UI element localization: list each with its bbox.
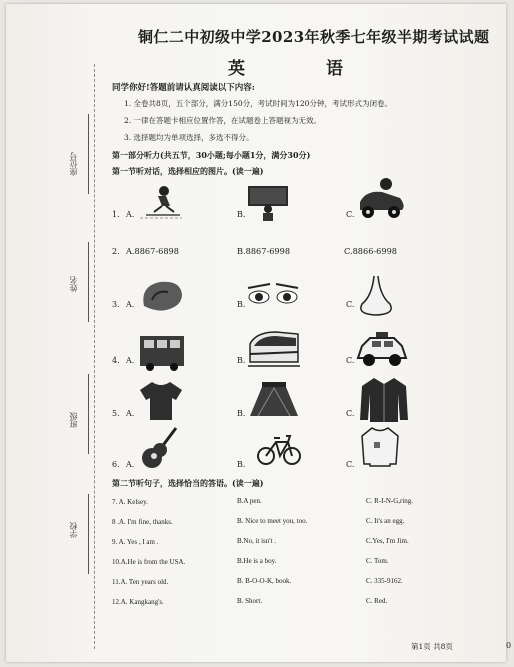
q3-number: 3.	[112, 300, 120, 309]
q5-option-b: B.	[237, 409, 246, 418]
q2-option-a: A.8867-6898	[126, 246, 179, 256]
part1-heading: 第一部分听力(共五节，30小题;每小题1分，满分30分)	[112, 150, 311, 160]
instructions-block	[112, 81, 502, 149]
q5-option-a: A.	[126, 409, 135, 418]
exam-paper	[6, 4, 512, 662]
ear-icon	[138, 278, 186, 318]
q3-option-c: C.	[346, 300, 355, 309]
exam-title: 铜仁二中初级中学2023年秋季七年级半期考试试题	[138, 28, 490, 46]
q6-option-a: A.	[126, 460, 135, 469]
q4-option-c: C.	[346, 356, 355, 365]
ice-skater-icon	[136, 184, 186, 220]
q12-option-b: B. Short.	[237, 597, 263, 605]
q5-option-c: C.	[346, 409, 355, 418]
name-rule	[88, 242, 89, 322]
q4-option-a: A.	[126, 356, 135, 365]
sweater-icon	[358, 424, 402, 468]
bus-icon	[136, 328, 188, 372]
q4-number: 4.	[112, 356, 120, 365]
teacher-blackboard-icon	[246, 184, 290, 222]
instructions-heading: 同学你好!答题前请认真阅读以下内容:	[112, 83, 255, 93]
corner-mark: 0	[506, 641, 512, 650]
q8-option-b: B. Nice to meet you, too.	[237, 517, 308, 525]
subject-char-2: 语	[326, 59, 343, 79]
q1-option-b: B.	[237, 210, 246, 219]
skirt-icon	[248, 380, 300, 420]
bike-icon	[256, 426, 302, 468]
q11-option-a: 11.A. Ten years old.	[112, 578, 169, 586]
train-icon	[246, 328, 302, 372]
binding-margin-line	[94, 64, 95, 649]
section1-heading: 第一节听对话，选择相应的图片。(读一遍)	[112, 166, 264, 176]
police-car-icon	[354, 330, 410, 370]
tshirt-icon	[138, 380, 184, 422]
class-rule	[88, 374, 89, 454]
jacket-icon	[358, 374, 410, 424]
seat-number-label: 座位号	[69, 152, 78, 176]
q12-option-a: 12.A. Kangkang's.	[112, 598, 164, 606]
q8-option-a: 8 .A. I'm fine, thanks.	[112, 518, 173, 526]
q1-number: 1.	[112, 210, 120, 219]
q11-option-b: B. B-O-O-K, book.	[237, 577, 292, 585]
q9-option-b: B.No, it isn't .	[237, 537, 276, 545]
q6-number: 6.	[112, 460, 120, 469]
q2-option-c: C.8866-6998	[344, 246, 398, 256]
q11-option-c: C. 335-9162.	[366, 577, 403, 585]
nose-icon	[356, 274, 396, 318]
q12-option-c: C. Red.	[366, 597, 388, 605]
q6-option-c: C.	[346, 460, 355, 469]
q8-option-c: C. It's an egg.	[366, 517, 405, 525]
eyes-icon	[246, 280, 300, 308]
name-label: 姓名	[69, 276, 78, 292]
instruction-item: 2. 一律在答题卡相应位置作答，在试题卷上答题视为无效。	[124, 116, 322, 125]
q9-option-a: 9. A. Yes , I am .	[112, 538, 159, 546]
q10-option-a: 10.A.He is from the USA.	[112, 558, 186, 566]
q10-option-b: B.He is a boy.	[237, 557, 277, 565]
q9-option-c: C.Yes, I'm Jim.	[366, 537, 409, 545]
section2-heading: 第二节听句子，选择恰当的答语。(读一遍)	[112, 478, 264, 488]
subject-char-1: 英	[228, 59, 245, 79]
school-rule	[88, 494, 89, 574]
instruction-item: 3. 选择题均为单项选择，多选不得分。	[124, 133, 254, 142]
q1-option-a: A.	[126, 210, 135, 219]
q5-number: 5.	[112, 409, 120, 418]
instruction-item: 1. 全卷共8页，五个部分，满分150分，考试时间为120分钟，考试形式为闭卷。	[124, 99, 392, 108]
q1-option-c: C.	[346, 210, 355, 219]
q3-option-a: A.	[126, 300, 135, 309]
q10-option-c: C. Tom.	[366, 557, 389, 565]
q7-option-c: C. R-I-N-G,ring.	[366, 497, 414, 505]
class-label: 班级	[69, 412, 78, 428]
q6-option-b: B.	[237, 460, 246, 469]
school-label: 学校	[69, 522, 78, 538]
q2-option-b: B.8867-6998	[237, 246, 291, 256]
seat-number-rule	[88, 114, 89, 194]
guitar-icon	[136, 424, 186, 472]
q3-option-b: B.	[237, 300, 246, 309]
q4-option-b: B.	[237, 356, 246, 365]
q7-option-b: B.A pen.	[237, 497, 262, 505]
q2-number: 2.	[112, 247, 120, 256]
page-footer: 第1页 共8页	[411, 642, 453, 651]
q7-option-a: 7. A. Kelsey.	[112, 498, 148, 506]
person-car-icon	[352, 176, 408, 222]
